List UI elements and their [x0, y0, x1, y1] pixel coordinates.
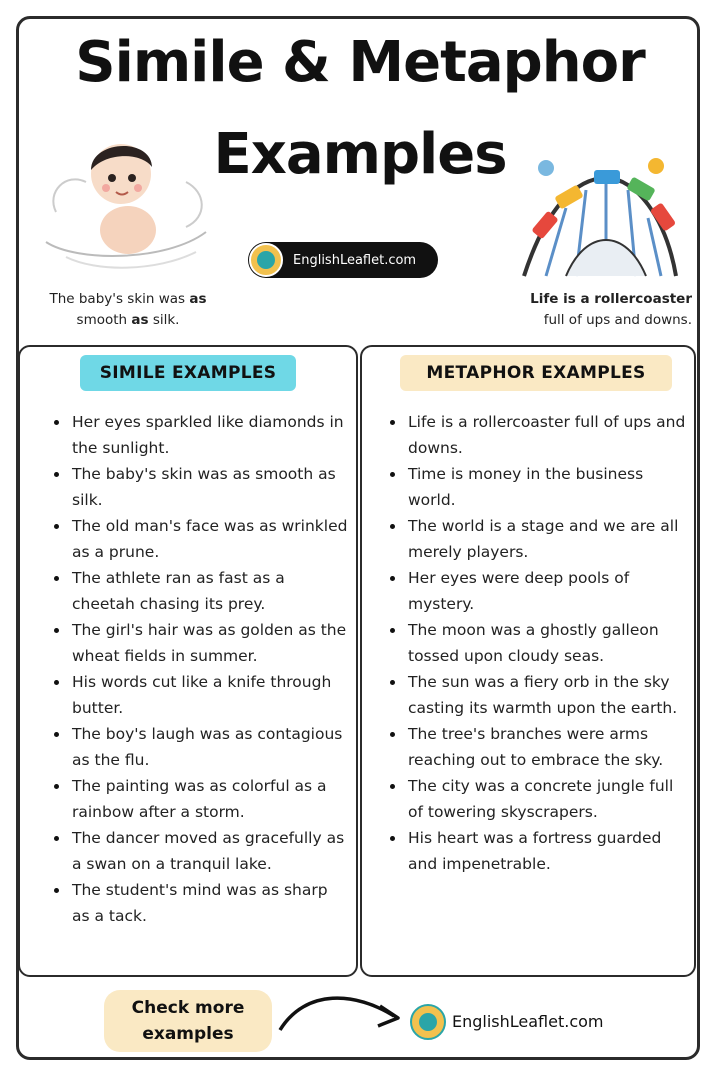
caption-text: full of ups and downs.: [543, 312, 692, 328]
caption-text: silk.: [148, 312, 180, 328]
cta-line1: Check more: [131, 998, 245, 1018]
list-item: The city was a concrete jungle full of towering skyscrapers.: [386, 773, 686, 825]
list-item: Her eyes were deep pools of mystery.: [386, 565, 686, 617]
simile-panel: [18, 345, 358, 977]
metaphor-panel: [360, 345, 696, 977]
simile-heading: SIMILE EXAMPLES: [80, 355, 296, 391]
metaphor-heading: METAPHOR EXAMPLES: [400, 355, 672, 391]
list-item: The athlete ran as fast as a cheetah chasing its prey.: [50, 565, 348, 617]
caption-text: smooth: [76, 312, 132, 328]
list-item: His heart was a fortress guarded and impenetrable.: [386, 825, 686, 877]
page-title-line1: Simile & Metaphor: [75, 30, 645, 95]
simile-list: [50, 409, 348, 929]
caption-text: The baby's skin was: [49, 291, 190, 307]
check-more-button[interactable]: [104, 990, 272, 1052]
list-item: The student's mind was as sharp as a tack.: [50, 877, 348, 929]
caption-bold: as: [189, 291, 207, 307]
list-item: The moon was a ghostly galleon tossed upon cloudy seas.: [386, 617, 686, 669]
caption-bold: as: [131, 312, 149, 328]
list-item: The boy's laugh was as contagious as the flu.: [50, 721, 348, 773]
brand-badge-text: EnglishLeaflet.com: [293, 252, 417, 268]
caption-bold: Life is a rollercoaster: [530, 291, 692, 307]
baby-illustration: [36, 112, 216, 282]
simile-caption: [28, 289, 228, 331]
brand-link[interactable]: EnglishLeaflet.com: [452, 1012, 604, 1031]
list-item: His words cut like a knife through butter.: [50, 669, 348, 721]
brand-badge[interactable]: [248, 242, 438, 278]
metaphor-caption: [470, 289, 692, 331]
list-item: The painting was as colorful as a rainbow after a storm.: [50, 773, 348, 825]
list-item: The world is a stage and we are all merely players.: [386, 513, 686, 565]
metaphor-list: [386, 409, 686, 877]
list-item: Her eyes sparkled like diamonds in the sunlight.: [50, 409, 348, 461]
arrow-right-icon: [276, 992, 406, 1042]
brand-logo-icon: [410, 1004, 446, 1040]
rollercoaster-illustration: [516, 148, 684, 278]
page-title-line2: Examples: [213, 122, 507, 187]
list-item: The old man's face was as wrinkled as a prune.: [50, 513, 348, 565]
list-item: The girl's hair was as golden as the wheat fields in summer.: [50, 617, 348, 669]
list-item: The sun was a fiery orb in the sky casting its warmth upon the earth.: [386, 669, 686, 721]
list-item: The baby's skin was as smooth as silk.: [50, 461, 348, 513]
list-item: Time is money in the business world.: [386, 461, 686, 513]
cta-line2: examples: [142, 1024, 234, 1044]
list-item: Life is a rollercoaster full of ups and downs.: [386, 409, 686, 461]
list-item: The dancer moved as gracefully as a swan on a tranquil lake.: [50, 825, 348, 877]
list-item: The tree's branches were arms reaching out to embrace the sky.: [386, 721, 686, 773]
brand-logo-icon: [249, 243, 283, 277]
